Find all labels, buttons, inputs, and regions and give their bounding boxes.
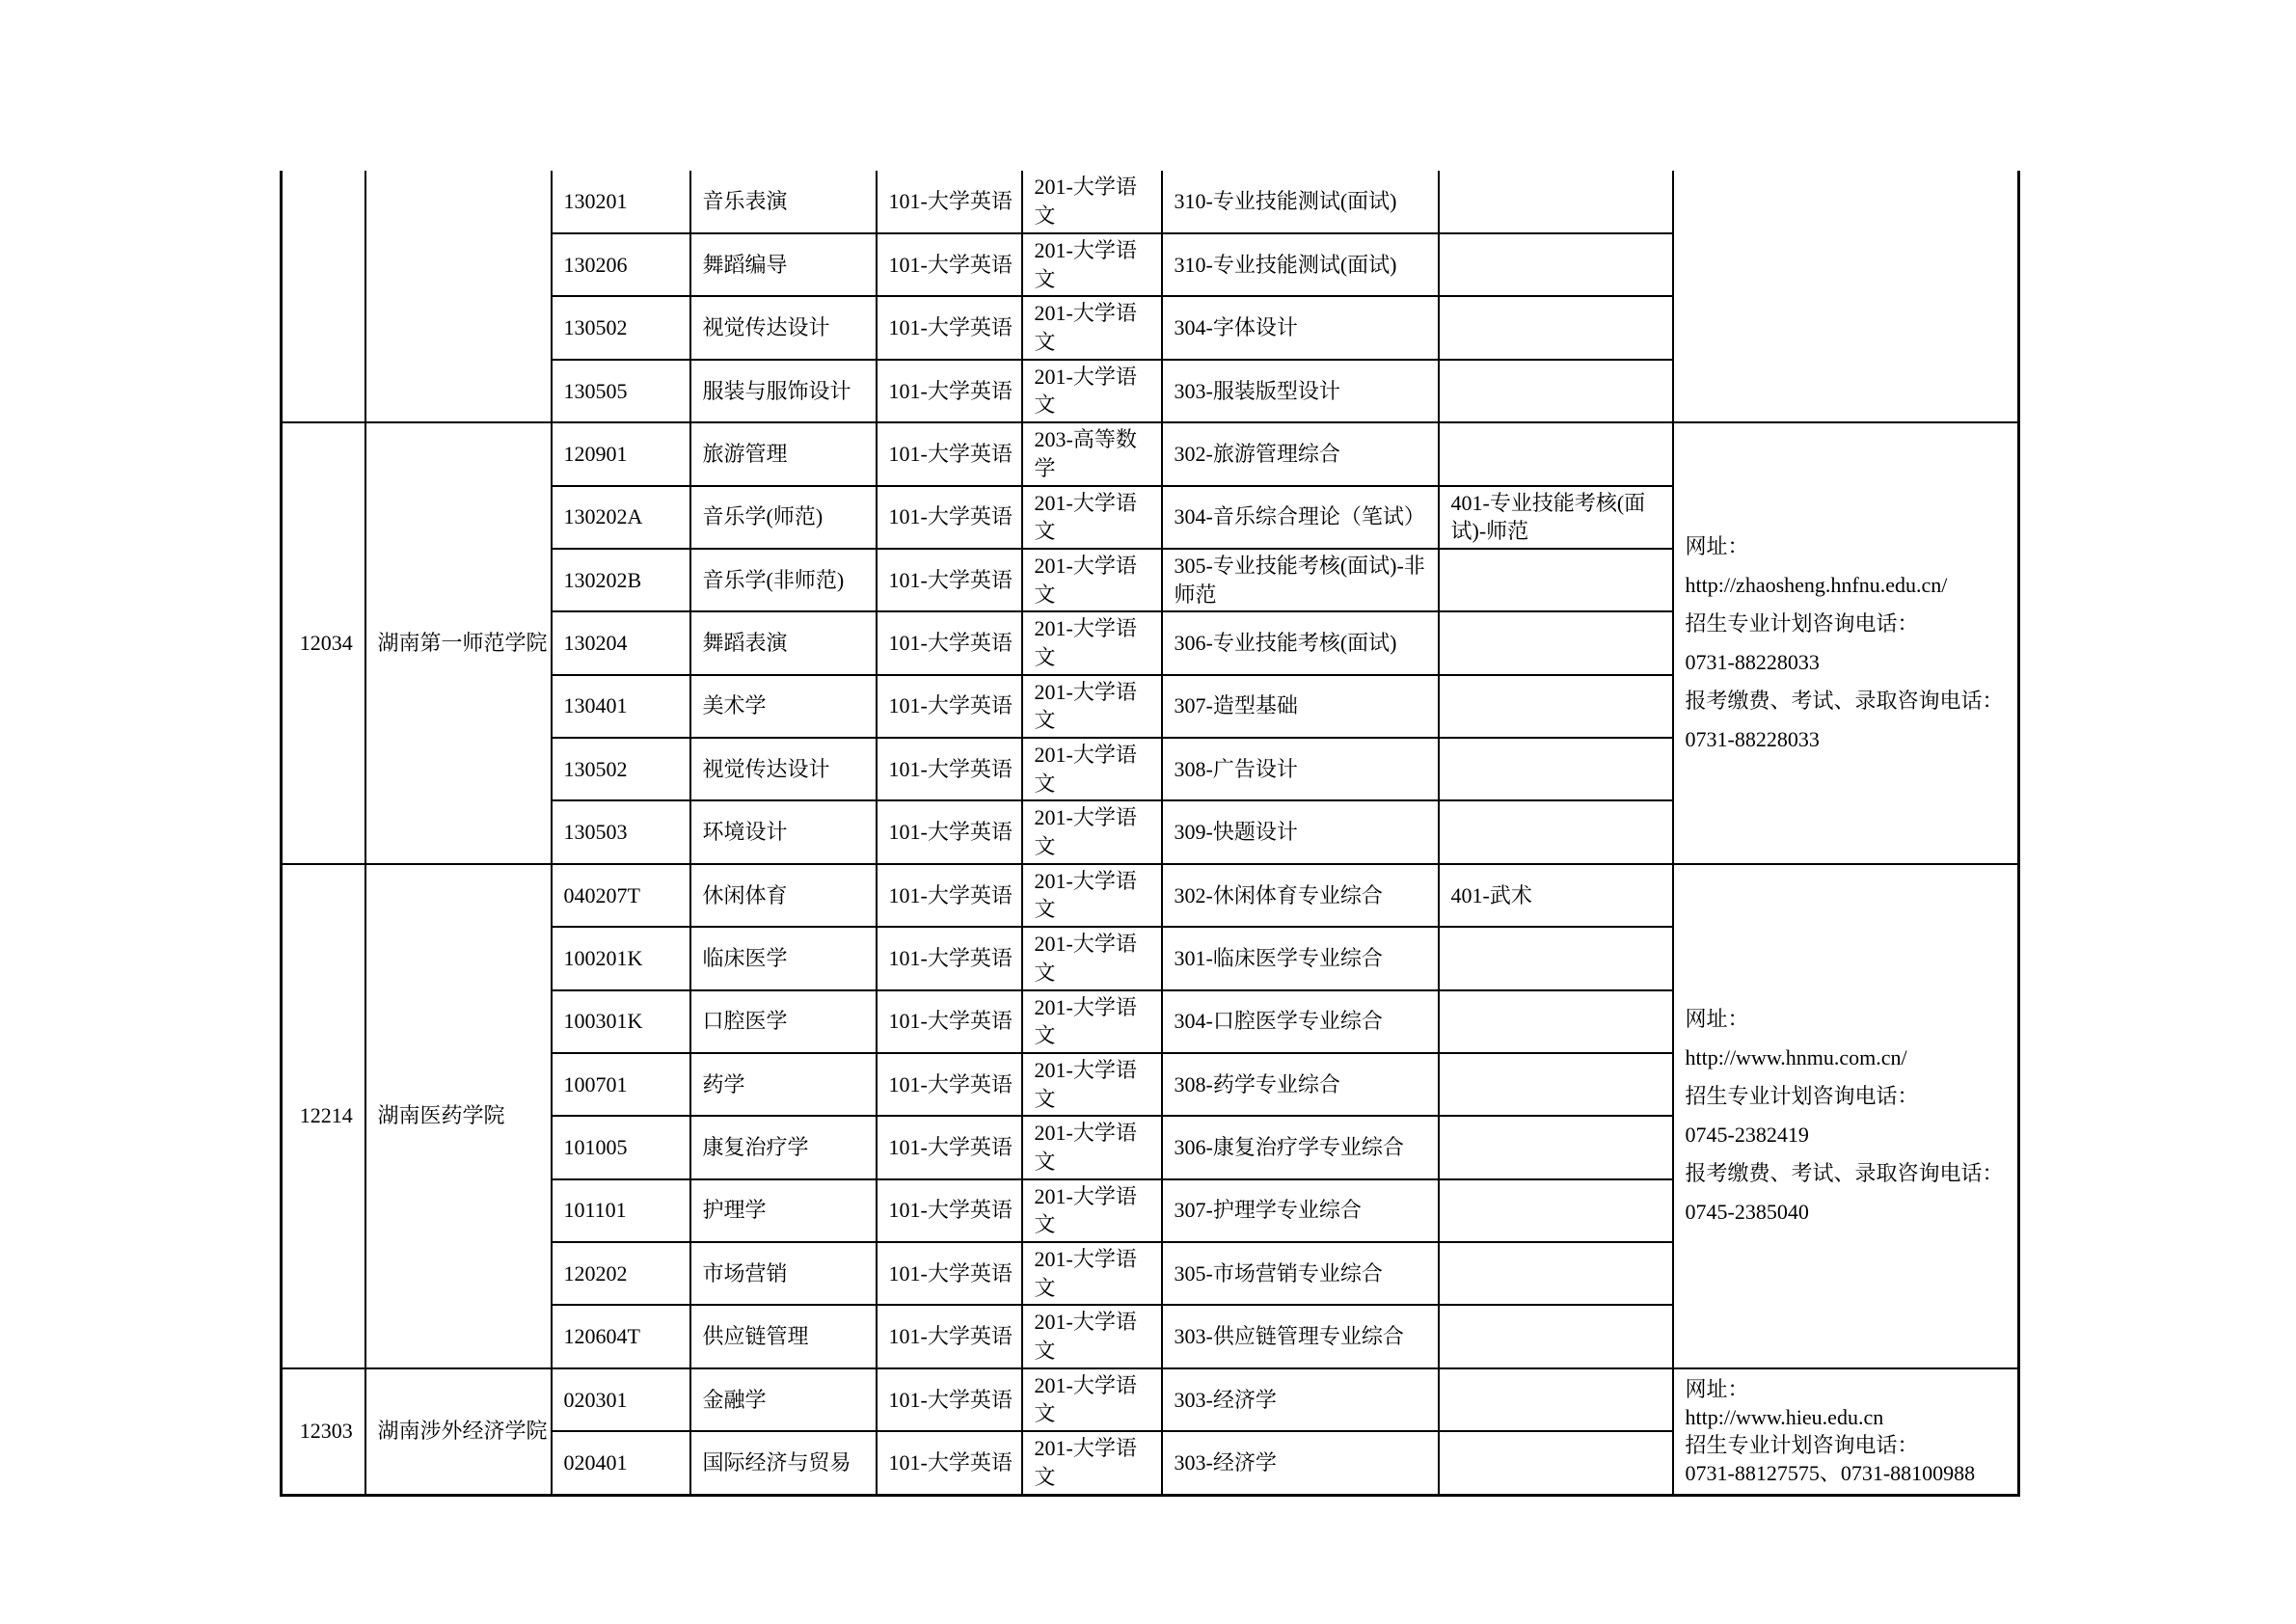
- subject4-cell: [1439, 990, 1673, 1053]
- subject1-cell: 101-大学英语: [877, 1053, 1022, 1116]
- subject2-cell: 201-大学语文: [1022, 611, 1162, 674]
- major-name-cell: 视觉传达设计: [690, 738, 877, 800]
- school-name-cell: 湖南第一师范学院: [365, 422, 552, 864]
- subject2-cell: 201-大学语文: [1022, 1431, 1162, 1495]
- subject1-cell: 101-大学英语: [877, 1179, 1022, 1242]
- major-name-cell: 旅游管理: [690, 422, 877, 485]
- subject2-cell: 201-大学语文: [1022, 1053, 1162, 1116]
- subject4-cell: [1439, 1053, 1673, 1116]
- subject1-cell: 101-大学英语: [877, 233, 1022, 296]
- subject4-cell: [1439, 675, 1673, 738]
- subject1-cell: 101-大学英语: [877, 1305, 1022, 1367]
- major-name-cell: 金融学: [690, 1368, 877, 1431]
- subject1-cell: 101-大学英语: [877, 990, 1022, 1053]
- major-code-cell: 130202B: [552, 549, 690, 611]
- major-name-cell: 休闲体育: [690, 864, 877, 927]
- major-code-cell: 130202A: [552, 486, 690, 549]
- major-name-cell: 供应链管理: [690, 1305, 877, 1367]
- subject2-cell: 201-大学语文: [1022, 1305, 1162, 1367]
- subject1-cell: 101-大学英语: [877, 296, 1022, 359]
- subject2-cell: 201-大学语文: [1022, 233, 1162, 296]
- note-line: 招生专业计划咨询电话：: [1685, 610, 1919, 636]
- major-code-cell: 100701: [552, 1053, 690, 1116]
- subject2-cell: 201-大学语文: [1022, 1116, 1162, 1178]
- subject3-cell: 307-护理学专业综合: [1162, 1179, 1439, 1242]
- table-row: [282, 422, 2019, 485]
- major-code-cell: 130206: [552, 233, 690, 296]
- subject3-cell: 308-药学专业综合: [1162, 1053, 1439, 1116]
- subject2-cell: 203-高等数学: [1022, 422, 1162, 485]
- subject4-cell: [1439, 422, 1673, 485]
- note-line: 网址：: [1685, 533, 1749, 558]
- major-name-cell: 临床医学: [690, 927, 877, 989]
- school-code-cell: 12214: [282, 864, 365, 1368]
- subject3-cell: 301-临床医学专业综合: [1162, 927, 1439, 989]
- subject3-cell: 302-休闲体育专业综合: [1162, 864, 1439, 927]
- table-row: [282, 1368, 2019, 1431]
- major-code-cell: 120202: [552, 1242, 690, 1305]
- subject2-cell: 201-大学语文: [1022, 864, 1162, 927]
- major-code-cell: 130502: [552, 296, 690, 359]
- note-line: http://www.hieu.edu.cn: [1685, 1405, 1884, 1430]
- subject3-cell: 308-广告设计: [1162, 738, 1439, 800]
- note-line: 报考缴费、考试、录取咨询电话：: [1685, 688, 2004, 713]
- subject1-cell: 101-大学英语: [877, 549, 1022, 611]
- note-line: 0745-2382419: [1685, 1123, 1809, 1148]
- subject4-cell: 401-专业技能考核(面试)-师范: [1439, 486, 1673, 549]
- major-code-cell: 101005: [552, 1116, 690, 1178]
- subject4-cell: [1439, 171, 1673, 233]
- subject1-cell: 101-大学英语: [877, 360, 1022, 422]
- subject3-cell: 306-康复治疗学专业综合: [1162, 1116, 1439, 1178]
- subject1-cell: 101-大学英语: [877, 611, 1022, 674]
- subject3-cell: 305-市场营销专业综合: [1162, 1242, 1439, 1305]
- major-code-cell: 130401: [552, 675, 690, 738]
- subject2-cell: 201-大学语文: [1022, 927, 1162, 989]
- subject1-cell: 101-大学英语: [877, 738, 1022, 800]
- note-line: 招生专业计划咨询电话：: [1685, 1084, 1919, 1109]
- subject2-cell: 201-大学语文: [1022, 990, 1162, 1053]
- subject2-cell: 201-大学语文: [1022, 800, 1162, 863]
- subject3-cell: 303-经济学: [1162, 1368, 1439, 1431]
- subject4-cell: [1439, 233, 1673, 296]
- subject3-cell: 303-经济学: [1162, 1431, 1439, 1495]
- table-row: [282, 864, 2019, 927]
- subject3-cell: 304-字体设计: [1162, 296, 1439, 359]
- subject2-cell: 201-大学语文: [1022, 549, 1162, 611]
- subject2-cell: 201-大学语文: [1022, 486, 1162, 549]
- subject3-cell: 304-口腔医学专业综合: [1162, 990, 1439, 1053]
- major-code-cell: 020301: [552, 1368, 690, 1431]
- note-line: 招生专业计划咨询电话：: [1685, 1433, 1919, 1458]
- subject1-cell: 101-大学英语: [877, 800, 1022, 863]
- school-code-cell: 12303: [282, 1368, 365, 1495]
- subject3-cell: 302-旅游管理综合: [1162, 422, 1439, 485]
- subject2-cell: 201-大学语文: [1022, 171, 1162, 233]
- subject3-cell: 309-快题设计: [1162, 800, 1439, 863]
- note-line: 报考缴费、考试、录取咨询电话：: [1685, 1161, 2004, 1186]
- school-code-cell: 12034: [282, 422, 365, 864]
- major-name-cell: 康复治疗学: [690, 1116, 877, 1178]
- notes-cell: [1673, 422, 2019, 864]
- subject1-cell: 101-大学英语: [877, 171, 1022, 233]
- subject3-cell: 303-供应链管理专业综合: [1162, 1305, 1439, 1367]
- subject1-cell: 101-大学英语: [877, 1116, 1022, 1178]
- notes-cell: [1673, 1368, 2019, 1495]
- note-line: 0731-88127575、0731-88100988: [1685, 1461, 1976, 1486]
- subject1-cell: 101-大学英语: [877, 422, 1022, 485]
- subject2-cell: 201-大学语文: [1022, 675, 1162, 738]
- note-line: 网址：: [1685, 1377, 1749, 1402]
- major-code-cell: 120604T: [552, 1305, 690, 1367]
- major-code-cell: 130502: [552, 738, 690, 800]
- subject3-cell: 307-造型基础: [1162, 675, 1439, 738]
- note-line: 0745-2385040: [1685, 1200, 1809, 1225]
- major-code-cell: 130204: [552, 611, 690, 674]
- major-name-cell: 音乐学(师范): [690, 486, 877, 549]
- school-name-cell: 湖南涉外经济学院: [365, 1368, 552, 1495]
- subject4-cell: [1439, 927, 1673, 989]
- subject2-cell: 201-大学语文: [1022, 738, 1162, 800]
- major-name-cell: 护理学: [690, 1179, 877, 1242]
- note-line: 0731-88228033: [1685, 649, 1820, 674]
- major-name-cell: 音乐学(非师范): [690, 549, 877, 611]
- subject3-cell: 304-音乐综合理论（笔试）: [1162, 486, 1439, 549]
- major-name-cell: 药学: [690, 1053, 877, 1116]
- subject2-cell: 201-大学语文: [1022, 360, 1162, 422]
- subject4-cell: [1439, 1242, 1673, 1305]
- subject4-cell: [1439, 1431, 1673, 1495]
- major-name-cell: 美术学: [690, 675, 877, 738]
- notes-cell: [1673, 864, 2019, 1368]
- subject2-cell: 201-大学语文: [1022, 1179, 1162, 1242]
- major-name-cell: 服装与服饰设计: [690, 360, 877, 422]
- subject4-cell: [1439, 1305, 1673, 1367]
- subject4-cell: [1439, 1116, 1673, 1178]
- major-code-cell: 101101: [552, 1179, 690, 1242]
- major-name-cell: 音乐表演: [690, 171, 877, 233]
- note-line: 0731-88228033: [1685, 726, 1820, 751]
- subject4-cell: [1439, 1368, 1673, 1431]
- subject1-cell: 101-大学英语: [877, 486, 1022, 549]
- subject4-cell: [1439, 549, 1673, 611]
- table-row: [282, 171, 2019, 233]
- subject4-cell: [1439, 800, 1673, 863]
- school-code-cell: [282, 171, 365, 422]
- subject4-cell: 401-武术: [1439, 864, 1673, 927]
- major-name-cell: 市场营销: [690, 1242, 877, 1305]
- major-code-cell: 040207T: [552, 864, 690, 927]
- subject3-cell: 310-专业技能测试(面试): [1162, 233, 1439, 296]
- major-name-cell: 视觉传达设计: [690, 296, 877, 359]
- note-line: http://www.hnmu.com.cn/: [1685, 1045, 1907, 1070]
- major-name-cell: 舞蹈编导: [690, 233, 877, 296]
- major-name-cell: 口腔医学: [690, 990, 877, 1053]
- major-code-cell: 100301K: [552, 990, 690, 1053]
- subject1-cell: 101-大学英语: [877, 864, 1022, 927]
- subject2-cell: 201-大学语文: [1022, 296, 1162, 359]
- major-code-cell: 100201K: [552, 927, 690, 989]
- subject1-cell: 101-大学英语: [877, 1368, 1022, 1431]
- note-line: http://zhaosheng.hnfnu.edu.cn/: [1685, 572, 1948, 597]
- subject3-cell: 310-专业技能测试(面试): [1162, 171, 1439, 233]
- major-code-cell: 130503: [552, 800, 690, 863]
- subject1-cell: 101-大学英语: [877, 675, 1022, 738]
- major-name-cell: 国际经济与贸易: [690, 1431, 877, 1495]
- major-name-cell: 舞蹈表演: [690, 611, 877, 674]
- major-code-cell: 020401: [552, 1431, 690, 1495]
- subject4-cell: [1439, 1179, 1673, 1242]
- subject4-cell: [1439, 360, 1673, 422]
- major-code-cell: 120901: [552, 422, 690, 485]
- subject4-cell: [1439, 296, 1673, 359]
- major-code-cell: 130201: [552, 171, 690, 233]
- subject3-cell: 305-专业技能考核(面试)-非师范: [1162, 549, 1439, 611]
- admissions-table: [280, 171, 2020, 1497]
- subject4-cell: [1439, 738, 1673, 800]
- notes-cell: [1673, 171, 2019, 422]
- school-name-cell: [365, 171, 552, 422]
- subject3-cell: 306-专业技能考核(面试): [1162, 611, 1439, 674]
- subject1-cell: 101-大学英语: [877, 1242, 1022, 1305]
- major-code-cell: 130505: [552, 360, 690, 422]
- subject4-cell: [1439, 611, 1673, 674]
- subject3-cell: 303-服装版型设计: [1162, 360, 1439, 422]
- note-line: 网址：: [1685, 1007, 1749, 1032]
- subject2-cell: 201-大学语文: [1022, 1368, 1162, 1431]
- subject1-cell: 101-大学英语: [877, 1431, 1022, 1495]
- subject1-cell: 101-大学英语: [877, 927, 1022, 989]
- school-name-cell: 湖南医药学院: [365, 864, 552, 1368]
- major-name-cell: 环境设计: [690, 800, 877, 863]
- subject2-cell: 201-大学语文: [1022, 1242, 1162, 1305]
